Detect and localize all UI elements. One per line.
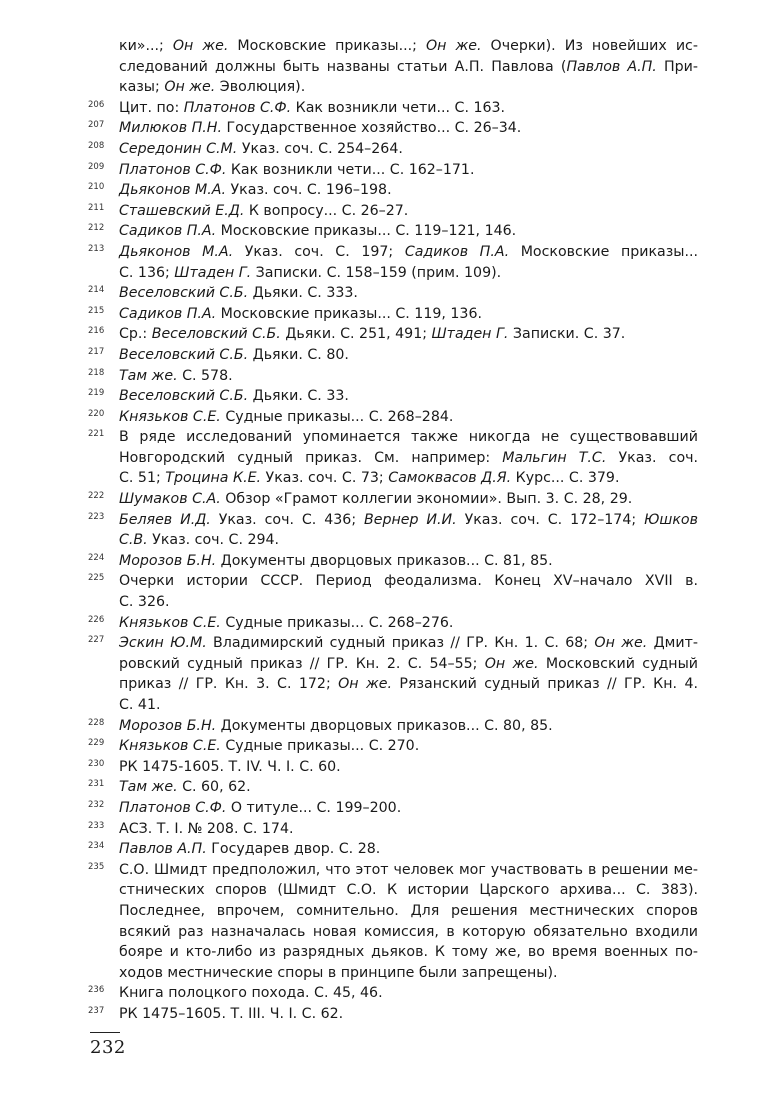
footnote-number: 207	[88, 120, 105, 131]
text-run: Указ. соч. С. 73;	[261, 470, 389, 487]
footnote-235	[88, 860, 698, 984]
footnote-222	[88, 489, 698, 510]
footnote-number: 220	[88, 408, 105, 419]
text-run: Указ. соч. С. 254–264.	[237, 140, 403, 157]
text-line	[119, 324, 698, 345]
footnote-number: 215	[88, 305, 105, 316]
text-run: Записки. С. 37.	[508, 326, 626, 343]
footnote-226	[88, 613, 698, 634]
text-line	[119, 695, 698, 716]
text-run: Последнее, впрочем, сомнительно. Для решения местнических споров	[119, 902, 698, 919]
italic-reference: Он же.	[594, 635, 648, 652]
text-line	[119, 942, 698, 963]
footnote-number: 225	[88, 573, 105, 584]
text-line	[119, 983, 698, 1004]
italic-reference: Дьяконов М.А.	[119, 182, 227, 199]
footnote-number: 210	[88, 182, 105, 193]
italic-reference: Морозов Б.Н.	[119, 717, 217, 734]
text-line	[119, 592, 698, 613]
footnote-number: 222	[88, 491, 105, 502]
italic-reference: Князьков С.Е.	[119, 738, 221, 755]
text-run: ки»...;	[119, 38, 173, 54]
text-run: Очерки истории СССР. Период феодализма. Конец XV–начало XVII в.	[119, 573, 698, 590]
italic-reference: Там же.	[119, 779, 178, 796]
text-line	[119, 530, 698, 551]
text-line	[119, 221, 698, 242]
text-line	[119, 201, 698, 222]
text-run: Новгородский судный приказ. См. например:	[119, 449, 503, 466]
footnote-206	[88, 98, 698, 119]
page-number: 232	[90, 1037, 126, 1058]
text-run: Государственное хозяйство... С. 26–34.	[221, 120, 522, 137]
text-line	[119, 407, 698, 428]
italic-reference: Эскин Ю.М.	[119, 635, 207, 652]
footnote-number: 209	[88, 161, 105, 172]
text-run: Московский судный	[538, 655, 698, 672]
footnote-215	[88, 304, 698, 325]
text-run: Рязанский судный приказ // ГР. Кн. 4.	[392, 676, 698, 693]
italic-reference: Сташевский Е.Д.	[119, 202, 245, 219]
footnote-number: 227	[88, 635, 105, 646]
italic-reference: Веселовский С.Б.	[119, 285, 249, 302]
text-run: Обзор «Грамот коллегии экономии». Вып. 3. С. 28, 29.	[220, 491, 633, 508]
italic-reference: Платонов С.Ф.	[119, 161, 227, 178]
text-run: Московские приказы...	[509, 243, 698, 260]
text-line	[119, 180, 698, 201]
italic-reference: Штаден Г.	[174, 264, 252, 281]
footnote-number: 216	[88, 326, 105, 337]
continuation-paragraph	[88, 36, 698, 98]
text-run: При-	[656, 58, 698, 75]
footnote-number: 237	[88, 1005, 105, 1016]
footnote-227	[88, 633, 698, 715]
text-line	[119, 736, 698, 757]
text-line	[119, 901, 698, 922]
text-run: ровский судный приказ // ГР. Кн. 2. С. 54–55;	[119, 655, 485, 672]
italic-reference: Князьков С.Е.	[119, 408, 221, 425]
text-run: следований должны быть названы статьи А.П. Павлова (	[119, 58, 567, 75]
footnote-234	[88, 839, 698, 860]
text-run: АСЗ. Т. I. № 208. С. 174.	[119, 820, 294, 837]
text-run: Судные приказы... С. 268–276.	[220, 614, 454, 631]
text-run: Записки. С. 158–159 (прим. 109).	[251, 264, 502, 281]
footnote-number: 231	[88, 779, 105, 790]
text-run: ходов местнические споры в принципе были запрещены).	[119, 964, 558, 981]
italic-reference: Веселовский С.Б.	[151, 326, 281, 343]
page-number-rule	[90, 1032, 120, 1033]
text-line	[119, 613, 698, 634]
italic-reference: Мальгин Т.С.	[502, 449, 607, 466]
text-line	[119, 674, 698, 695]
italic-reference: Садиков П.А.	[119, 223, 217, 240]
text-line	[119, 98, 698, 119]
footnote-230	[88, 757, 698, 778]
text-line	[119, 963, 698, 984]
text-line	[119, 489, 698, 510]
text-run: Московские приказы... С. 119–121, 146.	[216, 223, 517, 240]
text-run: бояре и кто-либо из разрядных дьяков. К тому же, во время военных по-	[119, 944, 698, 961]
footnote-number: 224	[88, 552, 105, 563]
italic-reference: Морозов Б.Н.	[119, 552, 217, 569]
text-line	[119, 922, 698, 943]
italic-reference: Он же.	[172, 38, 229, 54]
italic-reference: Веселовский С.Б.	[119, 346, 249, 363]
text-run: Указ. соч. С. 172–174;	[456, 511, 645, 528]
text-run: Курс... С. 379.	[511, 470, 620, 487]
footnote-number: 221	[88, 429, 105, 440]
italic-reference: Павлов А.П.	[119, 841, 207, 858]
text-line	[119, 427, 698, 448]
text-run: Цит. по:	[119, 99, 184, 116]
footnote-number: 228	[88, 717, 105, 728]
text-run: казы;	[119, 79, 165, 96]
footnote-number: 226	[88, 614, 105, 625]
footnotes-list	[88, 98, 698, 1025]
italic-reference: Веселовский С.Б.	[119, 388, 249, 405]
text-run: Очерки). Из новейших ис-	[481, 38, 698, 54]
italic-reference: Платонов С.Ф.	[119, 799, 227, 816]
italic-reference: Дьяконов М.А.	[119, 243, 234, 260]
footnote-233	[88, 819, 698, 840]
text-run: стнических споров (Шмидт С.О. К истории Царского архива... С. 383).	[119, 882, 698, 899]
text-run: Дмит-	[647, 635, 698, 652]
italic-reference: Платонов С.Ф.	[183, 99, 292, 116]
italic-reference: Он же.	[484, 655, 539, 672]
footnote-231	[88, 777, 698, 798]
text-line	[119, 757, 698, 778]
footnote-214	[88, 283, 698, 304]
text-line	[119, 798, 698, 819]
text-run: РК 1475–1605. Т. III. Ч. I. С. 62.	[119, 1005, 344, 1022]
italic-reference: Вернер И.И.	[364, 511, 457, 528]
text-run: К вопросу... С. 26–27.	[244, 202, 409, 219]
italic-reference: Он же.	[338, 676, 393, 693]
text-line	[119, 716, 698, 737]
footnote-number: 214	[88, 285, 105, 296]
italic-reference: Самоквасов Д.Я.	[388, 470, 512, 487]
text-line	[119, 77, 698, 98]
text-run: С. 60, 62.	[177, 779, 251, 796]
footnote-208	[88, 139, 698, 160]
italic-reference: Он же.	[164, 79, 216, 96]
footnote-237	[88, 1004, 698, 1025]
text-line	[119, 839, 698, 860]
text-run: С. 41.	[119, 697, 161, 713]
text-line	[119, 654, 698, 675]
footnote-number: 229	[88, 738, 105, 749]
text-line	[119, 880, 698, 901]
text-run: В ряде исследований упоминается также никогда не существовавший	[119, 429, 698, 446]
text-run: С. 51;	[119, 470, 166, 487]
text-line	[119, 118, 698, 139]
italic-reference: Штаден Г.	[431, 326, 509, 343]
text-run: Дьяки. С. 33.	[248, 388, 349, 405]
footnote-number: 223	[88, 511, 105, 522]
footnote-number: 234	[88, 841, 105, 852]
footnote-236	[88, 983, 698, 1004]
footnote-number: 211	[88, 202, 105, 213]
text-line	[119, 571, 698, 592]
footnote-232	[88, 798, 698, 819]
italic-reference: Князьков С.Е.	[119, 614, 221, 631]
text-line	[119, 139, 698, 160]
footnote-number: 230	[88, 758, 105, 769]
text-line	[119, 819, 698, 840]
italic-reference: Середонин С.М.	[119, 140, 238, 157]
italic-reference: Садиков П.А.	[404, 243, 510, 260]
text-run: Дьяки. С. 333.	[248, 285, 358, 302]
text-run: Как возникли чети... С. 163.	[291, 99, 506, 116]
text-run: Эволюция).	[215, 79, 306, 96]
footnote-212	[88, 221, 698, 242]
text-run: Указ. соч. С. 294.	[147, 532, 280, 549]
footnote-211	[88, 201, 698, 222]
footnote-213	[88, 242, 698, 283]
footnote-220	[88, 407, 698, 428]
text-line	[119, 345, 698, 366]
footnote-223	[88, 510, 698, 551]
text-run: С.О. Шмидт предположил, что этот человек мог участвовать в решении ме-	[119, 861, 698, 878]
italic-reference: Троцина К.Е.	[165, 470, 262, 487]
text-run: Книга полоцкого похода. С. 45, 46.	[119, 985, 383, 1002]
footnote-number: 235	[88, 861, 105, 872]
italic-reference: С.В.	[119, 532, 148, 549]
italic-reference: Милюков П.Н.	[119, 120, 222, 137]
footnote-229	[88, 736, 698, 757]
italic-reference: Беляев И.Д.	[119, 511, 211, 528]
italic-reference: Он же.	[425, 38, 482, 54]
text-run: Московские приказы...;	[228, 38, 426, 54]
text-run: Ср.:	[119, 326, 152, 343]
text-line	[119, 448, 698, 469]
footnote-number: 206	[88, 99, 105, 110]
footnote-217	[88, 345, 698, 366]
footnote-number: 233	[88, 820, 105, 831]
text-line	[119, 263, 698, 284]
text-line	[119, 160, 698, 181]
italic-reference: Юшков	[644, 511, 698, 528]
text-run: Дьяки. С. 251, 491;	[280, 326, 432, 343]
text-line	[119, 304, 698, 325]
footnote-218	[88, 366, 698, 387]
text-run: С. 578.	[177, 367, 233, 384]
text-run: Документы дворцовых приказов... С. 80, 85.	[216, 717, 553, 734]
text-line	[119, 1004, 698, 1025]
footnote-209	[88, 160, 698, 181]
text-run: Московские приказы... С. 119, 136.	[216, 305, 482, 322]
footnote-228	[88, 716, 698, 737]
text-line	[119, 283, 698, 304]
text-line	[119, 777, 698, 798]
italic-reference: Там же.	[119, 367, 178, 384]
text-line	[119, 386, 698, 407]
text-run: Документы дворцовых приказов... С. 81, 85.	[216, 552, 553, 569]
footnote-207	[88, 118, 698, 139]
text-run: Судные приказы... С. 268–284.	[220, 408, 454, 425]
text-run: С. 326.	[119, 594, 170, 611]
text-run: Судные приказы... С. 270.	[220, 738, 420, 755]
text-run: Указ. соч. С. 436;	[210, 511, 365, 528]
text-run: Указ. соч. С. 197;	[233, 243, 405, 260]
footnote-210	[88, 180, 698, 201]
text-line	[119, 36, 698, 57]
footnote-219	[88, 386, 698, 407]
footnote-number: 217	[88, 346, 105, 357]
text-run: Государев двор. С. 28.	[206, 841, 381, 858]
text-line	[119, 366, 698, 387]
footnote-225	[88, 571, 698, 612]
footnote-number: 213	[88, 243, 105, 254]
text-line	[119, 242, 698, 263]
footnotes-block	[88, 36, 698, 1025]
footnote-216	[88, 324, 698, 345]
text-run: Владимирский судный приказ // ГР. Кн. 1. С. 68;	[206, 635, 595, 652]
text-run: приказ // ГР. Кн. 3. С. 172;	[119, 676, 339, 693]
text-run: Указ. соч.	[606, 449, 699, 466]
footnote-number: 236	[88, 985, 105, 996]
footnote-221	[88, 427, 698, 489]
text-run: РК 1475-1605. Т. IV. Ч. I. С. 60.	[119, 758, 341, 775]
text-line	[119, 633, 698, 654]
text-line	[119, 551, 698, 572]
text-line	[119, 57, 698, 78]
text-run: О титуле... С. 199–200.	[226, 799, 402, 816]
footnote-number: 232	[88, 799, 105, 810]
footnote-224	[88, 551, 698, 572]
footnote-number: 219	[88, 388, 105, 399]
text-line	[119, 510, 698, 531]
italic-reference: Шумаков С.А.	[119, 491, 221, 508]
footnote-number: 208	[88, 140, 105, 151]
text-run: Как возникли чети... С. 162–171.	[226, 161, 475, 178]
text-line	[119, 860, 698, 881]
text-run: всякий раз назначалась новая комиссия, в которую обязательно входили	[119, 923, 698, 940]
text-line	[119, 468, 698, 489]
footnote-number: 212	[88, 223, 105, 234]
italic-reference: Садиков П.А.	[119, 305, 217, 322]
footnote-number: 218	[88, 367, 105, 378]
text-run: Указ. соч. С. 196–198.	[226, 182, 392, 199]
text-run: Дьяки. С. 80.	[248, 346, 349, 363]
text-run: С. 136;	[119, 264, 175, 281]
italic-reference: Павлов А.П.	[566, 58, 657, 75]
